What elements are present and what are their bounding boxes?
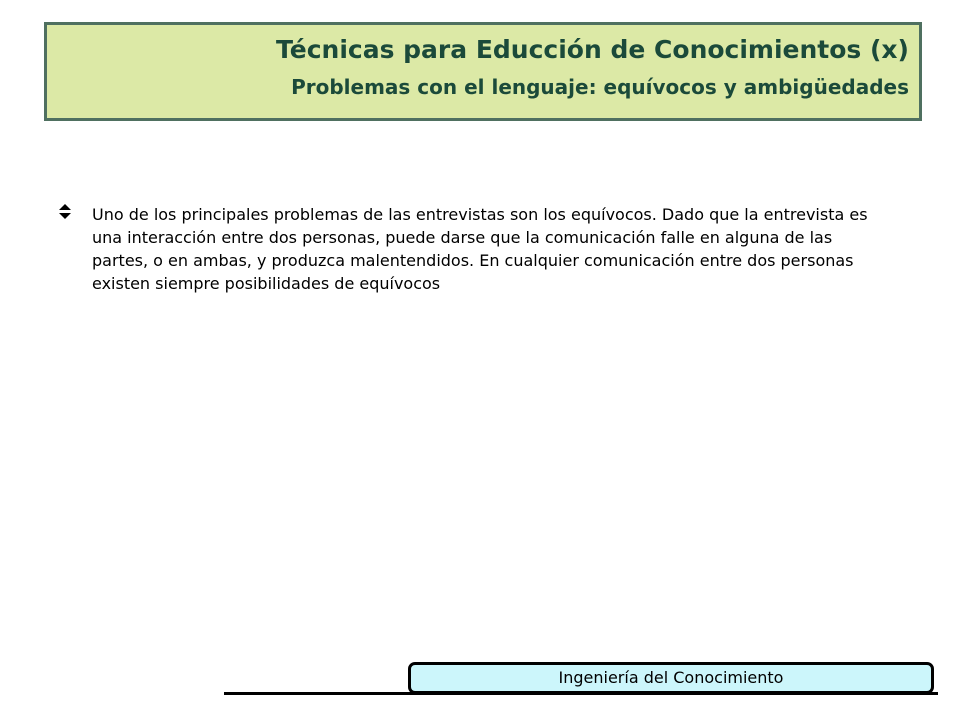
slide-subtitle: Problemas con el lenguaje: equívocos y ambigüedades bbox=[291, 75, 909, 99]
bullet-text: Uno de los principales problemas de las entrevistas son los equívocos. Dado que la entrevista es una interacción entre dos personas, puede darse que la comunicación falle en alguna de las partes, o en ambas, y produzca malentendidos. En cualquier comunicación entre dos personas existen siempre posibilidades de equívocos bbox=[92, 205, 868, 293]
title-box bbox=[44, 22, 922, 121]
footer-box bbox=[408, 662, 934, 694]
double-triangle-bullet-icon bbox=[58, 203, 72, 221]
slide-title: Técnicas para Educción de Conocimientos (x) bbox=[276, 35, 909, 64]
footer-label: Ingeniería del Conocimiento bbox=[558, 668, 784, 687]
